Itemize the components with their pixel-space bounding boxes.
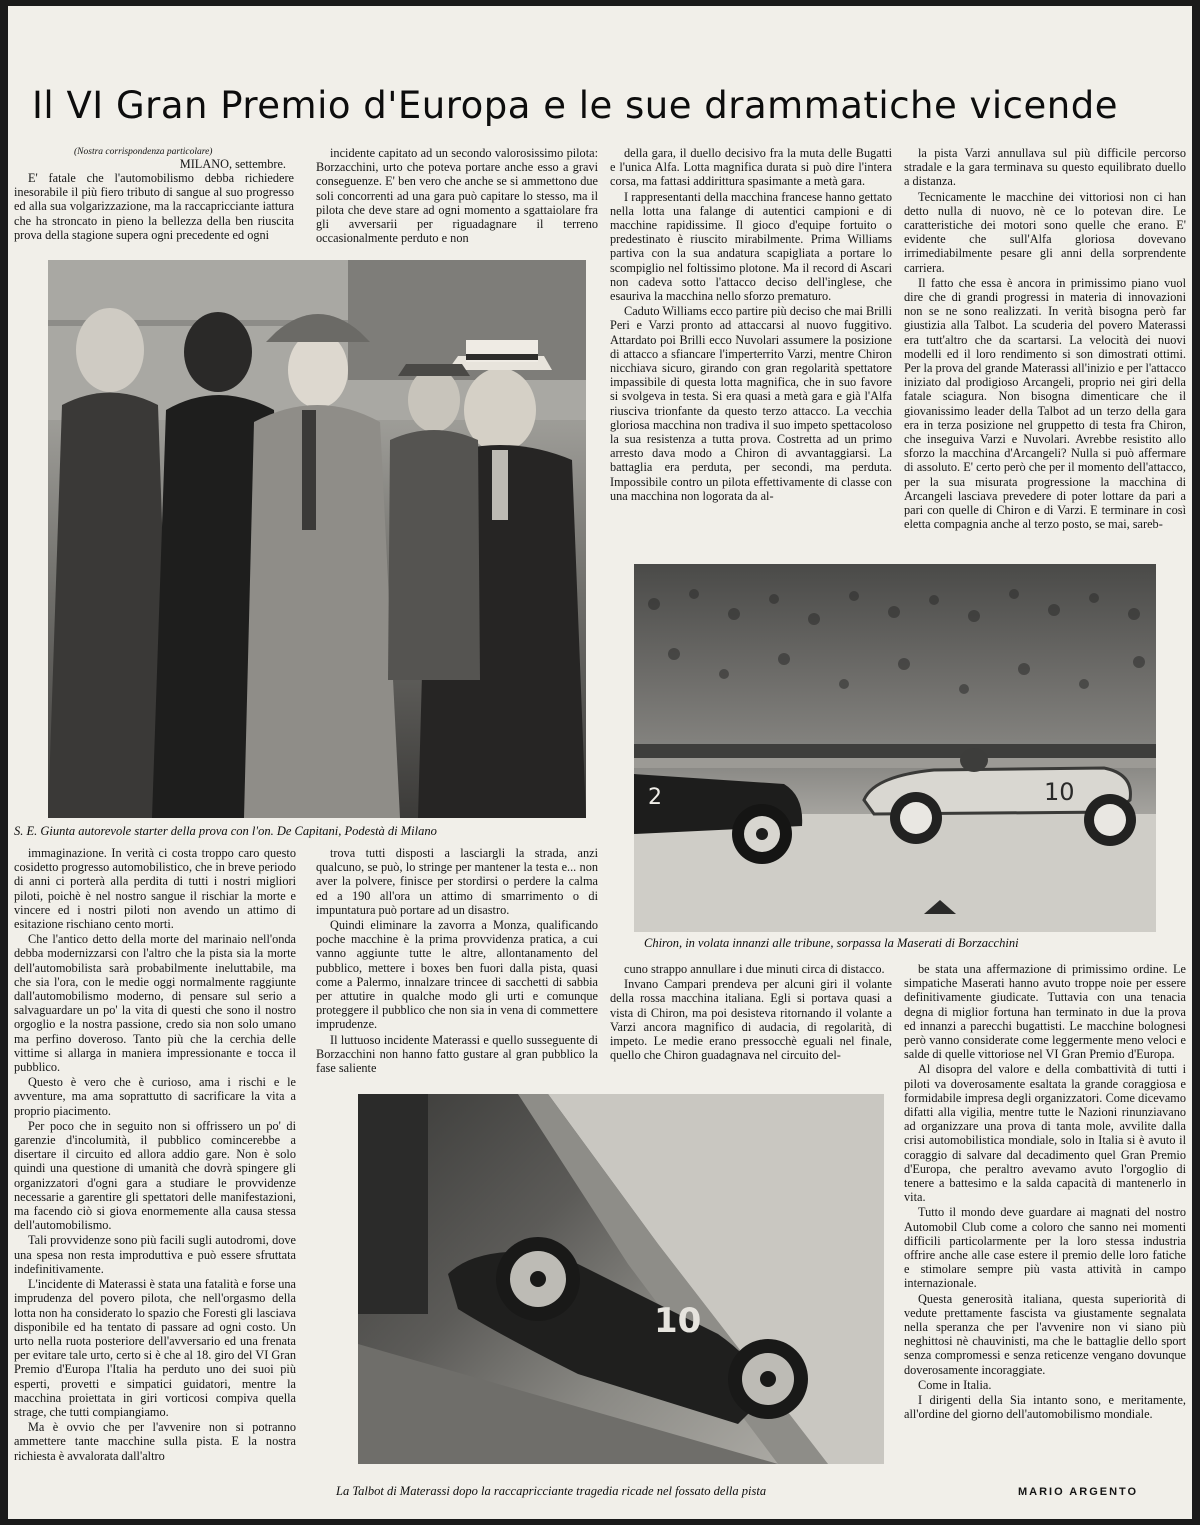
crash-photo — [358, 1094, 884, 1464]
race-caption: Chiron, in volata innanzi alle tribune, sorpassa la Maserati di Borzacchini — [644, 936, 1019, 950]
col2-top-text — [316, 146, 598, 245]
paragraph: immaginazione. In verità ci costa troppo caro questo cosidetto progresso automobilistico, che in breve periodo di anni ci porterà alla perdita di tutti i nostri migliori piloti, poichè è nel nostro sangue il rischiar la morte e vincere ed i nostri piloti non avendo un attimo di esitazione rischiano cento morti. — [14, 846, 296, 932]
race-car-number-left: 2 — [648, 785, 662, 810]
crash-car-number: 10 — [654, 1301, 702, 1341]
col3-bottom-text — [610, 962, 892, 1062]
author-signature: MARIO ARGENTO — [1018, 1486, 1139, 1498]
column-1-bottom — [14, 846, 296, 1518]
paragraph: Questa generosità italiana, questa superiorità di vedute prettamente fascista va giustamente segnalata nella speranza che per l'avvenire non vi siano più neghittosi nè chauvinisti, ma che le battaglie dello sport senza compromessi e senza reticenze vengano dovunque doverosamente incoraggiate. — [904, 1291, 1186, 1377]
paragraph: Tecnicamente le macchine dei vittoriosi non ci han detto nulla di nuovo, nè ce lo potevan dire. Le caratteristiche dei motori sono quelle che erano. E' evidente che sull'Alfa gloriosa dovevano irrimediabilmente pesare gli anni della sorprendente carriera. — [904, 189, 1186, 275]
col3-top-text — [610, 146, 892, 503]
col2-bottom-text — [316, 846, 598, 1075]
paragraph: incidente capitato ad un secondo valorosissimo pilota: Borzacchini, urto che poteva portare anche esso a gravi conseguenze. E' ben vero che anche se si ammettono due soli concorrenti ad una gara può capitare lo stesso, ma il pilota che deve stare ad ogni momento a sgattaiolare fra gli avversarii per riguadagnare il terreno occasionalmente perduto e non — [316, 146, 598, 246]
paragraph: Caduto Williams ecco partire più deciso che mai Brilli Peri e Varzi pronto ad attaccarsi al nuovo fuggitivo. Attardato poi Brilli ecco Nuvolari assumere la posizione di attacco a sfiancare l'imperterrito Varzi, mentre Chiron nicchiava sicuro, girando con gran regolarità spettatore impassibile di questa lotta magnifica, che in suo favore si svolgeva in testa. Si era quasi a metà gara e già l'Alfa riusciva trionfante da questo terzo attacco. La vecchia gloriosa macchina non tradiva il suo impeto spettacoloso la sua resistenza a tutta prova. Costretta ad un primo arresto dava modo a Chiron di avvantaggiarsi. La battaglia era perduta, per secondi, ma perduta. Impossibile contro un pilota effettivamente di classe con una macchina non logorata da al- — [610, 304, 892, 503]
paragraph: I rappresentanti della macchina francese hanno gettato nella lotta una falange di autentici campioni e di macchine rapidissime. Il gioco d'equipe fortuito o predestinato è riuscito mirabilmente. Prima Williams partiva con la sua andatura scapigliata a portare lo scompiglio nel foltissimo plotone. Ma il record di Ascari non cadeva sotto l'attacco deciso dell'inglese, che esauriva la macchina nello sforzo prematuro. — [610, 189, 892, 304]
race-car-number-right: 10 — [1044, 778, 1075, 806]
paragraph: la pista Varzi annullava sul più difficile percorso stradale e la gara terminava su questo equilibrato duello a distanza. — [904, 146, 1186, 189]
paragraph: Che l'antico detto della morte del marinaio nell'onda debba modernizzarsi con l'altro che la pista sia la morte dell'automobilista sarà probabilmente ineluttabile, ma che sia l'ora, con le medie oggi normalmente raggiunte dall'automobilismo moderno, di pensare sul serio a salvaguardare un po' la vita di questi che sono il nostro orgoglio e la nostra passione, credo sia non solo umano ma perfino doveroso. Tanto più che la cerchia delle vittime si allarga in maniera impressionante e tocca il pubblico. — [14, 932, 296, 1075]
byline-tag: (Nostra corrispondenza particolare) — [74, 147, 213, 157]
paragraph: Per poco che in seguito non si offrissero un po' di garenzie d'incolumità, il pubblico comincerebbe a disertare il circuito ed allora addio gare. Non è solo quindi una questione di umanità che dovrà spingere gli organizzatori d'ogni gara a studiare le provvidenze necessarie a garentire gli spettatori delle manifestazioni, ma facendo ciò si giova enormemente alla causa stessa dell'automobilismo. — [14, 1118, 296, 1233]
portrait-photo — [48, 260, 586, 818]
paragraph: Invano Campari prendeva per alcuni giri il volante della rossa macchina italiana. Egli si portava quasi a vista di Chiron, ma poi desisteva ritornando il volante a Varzi ancora magnifico di audacia, di regolarità, di impeto. Le medie erano pressocchè eguali nel finale, quello che Chiron guadagnava nel circuito del- — [610, 977, 892, 1063]
paragraph: Tutto il mondo deve guardare ai magnati del nostro Automobil Club come a coloro che sanno nei momenti difficili particolarmente per la loro stessa industria offrire anche alle case estere il premio delle loro fatiche e stimolare sempre più vasta attività in campo internazionale. — [904, 1205, 1186, 1291]
paragraph: Al disopra del valore e della combattività di tutti i piloti va doverosamente esaltata la grande coraggiosa e formidabile impresa degli organizzatori. Come dicevamo difatti alla vigilia, mentre tutte le Nazioni rinunziavano ad organizzare una prova di tanta mole, avvilite dalla crisi automobilistica mondiale, solo in Italia si è avuto il coraggio di salvare dal decadimento quel Gran Premio d'Europa, che peraltro avevamo avuto l'orgoglio di tenere a battesimo e la salda capacità di mantenerlo in vita. — [904, 1062, 1186, 1205]
paragraph: Tali provvidenze sono più facili sugli autodromi, dove una spesa non resta improduttiva e può essere sfruttata indefinitivamente. — [14, 1233, 296, 1276]
race-illustration — [634, 564, 1156, 932]
col4-top-text — [904, 146, 1186, 531]
col1-bottom-text — [14, 846, 296, 1463]
column-4-top — [904, 146, 1186, 564]
paragraph: L'incidente di Materassi è stata una fatalità e forse una imprudenza del povero pilota, che nell'orgasmo della lotta non ha considerato lo spazio che Foresti gli lasciava disponibile ed ha tentato di passare ad ogni costo. Un urto nella ruota posteriore dell'avversario ed una frenata per evitare tale urto, certo si è che al 18. giro del VI Gran Premio d'Europa l'Italia ha perduto uno dei suoi più esperti, provetti e simpatici guidatori, mentre la macchina proiettata in giri vorticosi compiva quella strage, che tutti compiangiamo. — [14, 1277, 296, 1419]
portrait-caption: S. E. Giunta autorevole starter della prova con l'on. De Capitani, Podestà di Milano — [14, 824, 437, 838]
paragraph: della gara, il duello decisivo fra la muta delle Bugatti e l'unica Alfa. Lotta magnifica durata si può dire l'intera corsa, ma fattasi addirittura spasimante a metà gara. — [610, 146, 892, 189]
paragraph: Il luttuoso incidente Materassi e quello susseguente di Borzacchini non hanno fatto gustare al gran pubblico la fase saliente — [316, 1032, 598, 1076]
column-4-bottom — [904, 962, 1186, 1486]
column-3-top — [610, 146, 892, 564]
paragraph: E' fatale che l'automobilismo debba richiedere inesorabile il più fiero tributo di sangue al suo progresso ed alla sua volgarizzazione, ma la raccapricciante iattura che ha stroncato in pieno la bellezza della ben riuscita prova della stagione supera ogni precedente ed ogni — [14, 171, 294, 242]
col4-bottom-text — [904, 962, 1186, 1422]
paragraph: Quindi eliminare la zavorra a Monza, qualificando poche macchine è la prima provvidenza pratica, a cui vanno aggiunte tutte le altre, allontanamento del pubblico, mettere i boxes ben fuori dalla pista, quasi come a Palermo, innalzare trincee di sacchetti di sabbia per attutire in qualche modo gli urti e comunque proteggere il pubblico che non sia in vena di commettere imprudenze. — [316, 918, 598, 1032]
paragraph: Il fatto che essa è ancora in primissimo piano vuol dire che di grandi progressi in materia di innovazioni non se ne sono realizzati. In verità bisogna però far giustizia alla Talbot. La scuderia del povero Materassi era tutt'altro che da scartarsi. La velocità dei nuovi modelli ed il loro rendimento si son dimostrati ottimi. Per la prova del grande Materassi all'inizio e per l'attacco iniziato dal prodigioso Arcangeli, proprio nei giri della fatale sciagura. Non bisogna dimenticare che il giovanissimo leader della Talbot ad un terzo della gara era in terza posizione nel gruppetto di testa fra Chiron, che inseguiva Varzi e Nuvolari. Avrebbe resistito allo sforzo la macchina d'Arcangeli? Nulla si può affermare di assoluto. E' certo però che per il momento dell'attacco, per la sua misurata progressione la macchina di Arcangeli lasciava prevedere di poter lottare da pari a pari con quelle di Chiron e di Varzi. E terminare in così eletta compagnia anche al terzo posto, se mai, sareb- — [904, 275, 1186, 532]
column-3-bottom — [610, 962, 892, 1096]
crash-caption: La Talbot di Materassi dopo la raccapricciante tragedia ricade nel fossato della pista — [336, 1484, 767, 1498]
paragraph: Ma è ovvio che per l'avvenire non si potranno ammettere tante macchine sulla pista. E la nostra richiesta è avvalorata dall'altro — [14, 1420, 296, 1463]
column-2-bottom — [316, 846, 598, 1096]
race-photo — [634, 564, 1156, 932]
column-2-top — [316, 146, 598, 261]
paragraph: cuno strappo annullare i due minuti circa di distacco. — [624, 962, 885, 976]
magazine-page — [8, 6, 1192, 1519]
dateline: MILANO, settembre. — [179, 157, 286, 171]
portrait-illustration — [48, 260, 586, 818]
paragraph: trova tutti disposti a lasciargli la strada, anzi qualcuno, se può, lo stringe per mantener la testa e... non aver la polvere, finisce per stordirsi o perdere la calma ed a 190 all'ora un attimo di smarrimento o di impuntatura può portare ad un disastro. — [316, 846, 598, 917]
column-1-top — [14, 146, 294, 266]
paragraph: I dirigenti della Sia intanto sono, e meritamente, all'ordine del giorno dell'automobilismo mondiale. — [904, 1393, 1186, 1422]
paragraph: Questo è vero che è curioso, ama i rischi e le avventure, ma ama soprattutto di sacrificare la vita a proprio piacimento. — [14, 1075, 296, 1118]
crash-illustration — [358, 1094, 884, 1464]
col1-top-text — [14, 171, 294, 242]
headline: Il VI Gran Premio d'Europa e le sue drammatiche vicende — [32, 84, 1118, 127]
paragraph: be stata una affermazione di primissimo ordine. Le simpatiche Maserati hanno avuto troppe noie per essere definitivamente giudicate. Tuttavia con una tenacia degna di miglior fortuna han terminato in due la prova ed innanzi a parecchi bugattisti. Le macchine bolognesi però vanno considerate come leggermente meno veloci e salde di quelle vittoriose nel VI Gran Premio d'Europa. — [904, 962, 1186, 1062]
paragraph: Come in Italia. — [918, 1377, 992, 1392]
